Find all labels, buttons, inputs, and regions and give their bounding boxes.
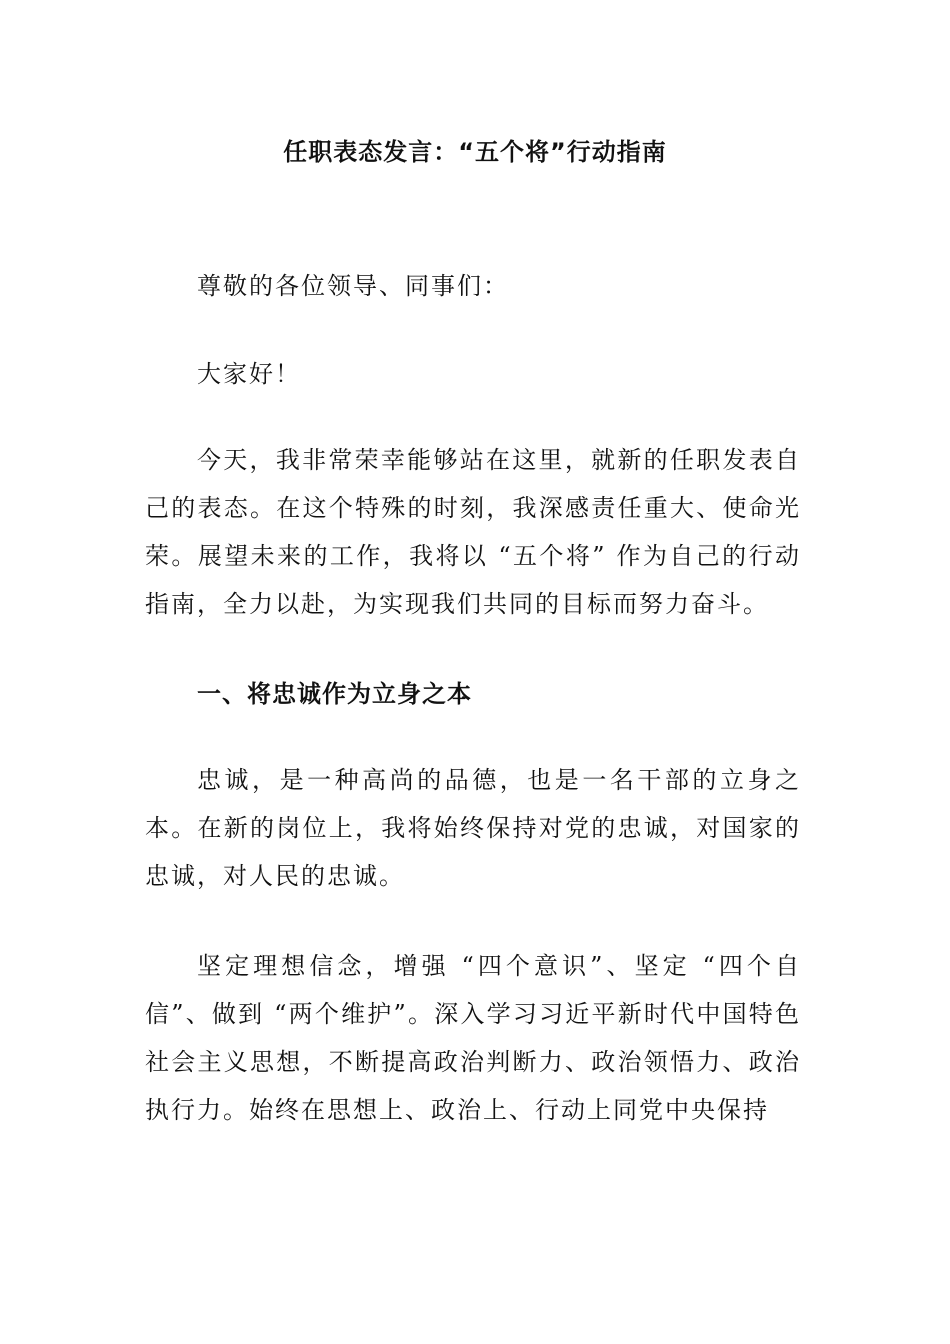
greeting: 大家好！ xyxy=(197,360,301,388)
body-paragraph: 忠诚，是一种高尚的品德，也是一名干部的立身之本。在新的岗位上，我将始终保持对党的忠诚，对国家的忠诚，对人民的忠诚。 xyxy=(145,766,801,890)
salutation: 尊敬的各位领导、同事们： xyxy=(197,272,509,300)
section-heading: 一、将忠诚作为立身之本 xyxy=(197,680,472,708)
body-paragraph: 坚定理想信念，增强 “四个意识”、坚定 “四个自信”、做到 “两个维护”。深入学习习近平新时代中国特色社会主义思想，不断提高政治判断力、政治领悟力、政治执行力。始终在思想上、政治上、行动上同党中央保持 xyxy=(145,952,801,1124)
document-title: 任职表态发言：“五个将”行动指南 xyxy=(283,138,667,166)
intro-paragraph: 今天，我非常荣幸能够站在这里，就新的任职发表自己的表态。在这个特殊的时刻，我深感责任重大、使命光荣。展望未来的工作，我将以 “五个将” 作为自己的行动指南，全力以赴，为实现我们共同的目标而努力奋斗。 xyxy=(145,446,801,618)
